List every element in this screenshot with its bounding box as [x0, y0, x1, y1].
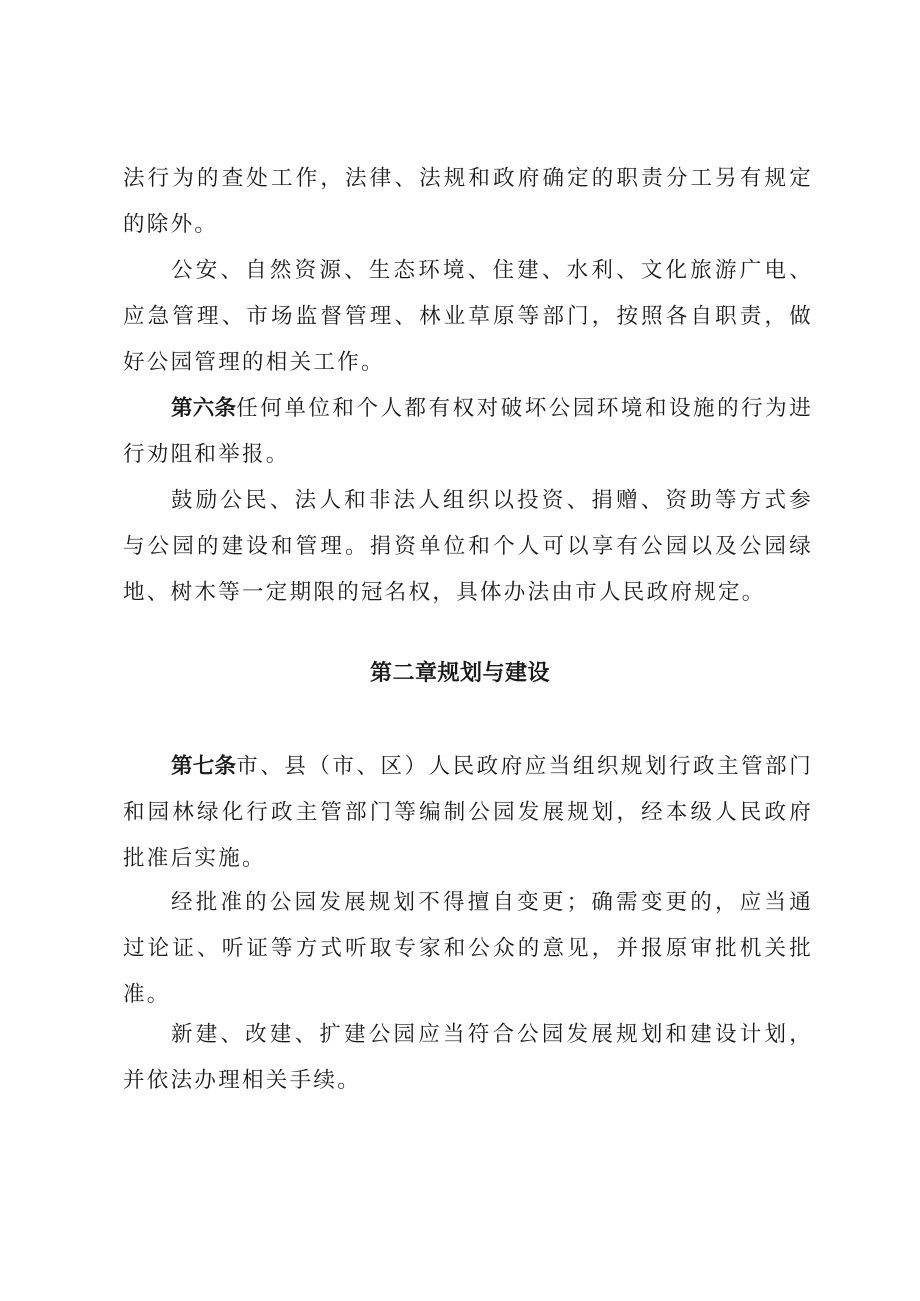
paragraph-new-construction: 新建、改建、扩建公园应当符合公园发展规划和建设计划，并依法办理相关手续。	[123, 1022, 813, 1093]
article-6-text: 任何单位和个人都有权对破坏公园环境和设施的行为进行劝阻和举报。	[123, 396, 813, 467]
article-7-label: 第七条	[171, 754, 237, 779]
paragraph-continuation: 法行为的查处工作，法律、法规和政府确定的职责分工另有规定的除外。	[123, 166, 813, 237]
paragraph-departments: 公安、自然资源、生态环境、住建、水利、文化旅游广电、应急管理、市场监督管理、林业草原等部门，按照各自职责，做好公园管理的相关工作。	[123, 258, 813, 375]
chapter-title: 第二章规划与建设	[369, 661, 550, 686]
article-6-label: 第六条	[171, 396, 237, 421]
article-7-text: 市、县（市、区）人民政府应当组织规划行政主管部门和园林绿化行政主管部门等编制公园发展规划，经本级人民政府批准后实施。	[123, 754, 813, 871]
paragraph-encourage: 鼓励公民、法人和非法人组织以投资、捐赠、资助等方式参与公园的建设和管理。捐资单位和个人可以享有公园以及公园绿地、树木等一定期限的冠名权，具体办法由市人民政府规定。	[123, 488, 813, 605]
article-6	[123, 386, 813, 478]
paragraph-plan-change: 经批准的公园发展规划不得擅自变更；确需变更的，应当通过论证、听证等方式听取专家和公众的意见，并报原审批机关批准。	[123, 890, 813, 1007]
article-7	[123, 744, 813, 882]
